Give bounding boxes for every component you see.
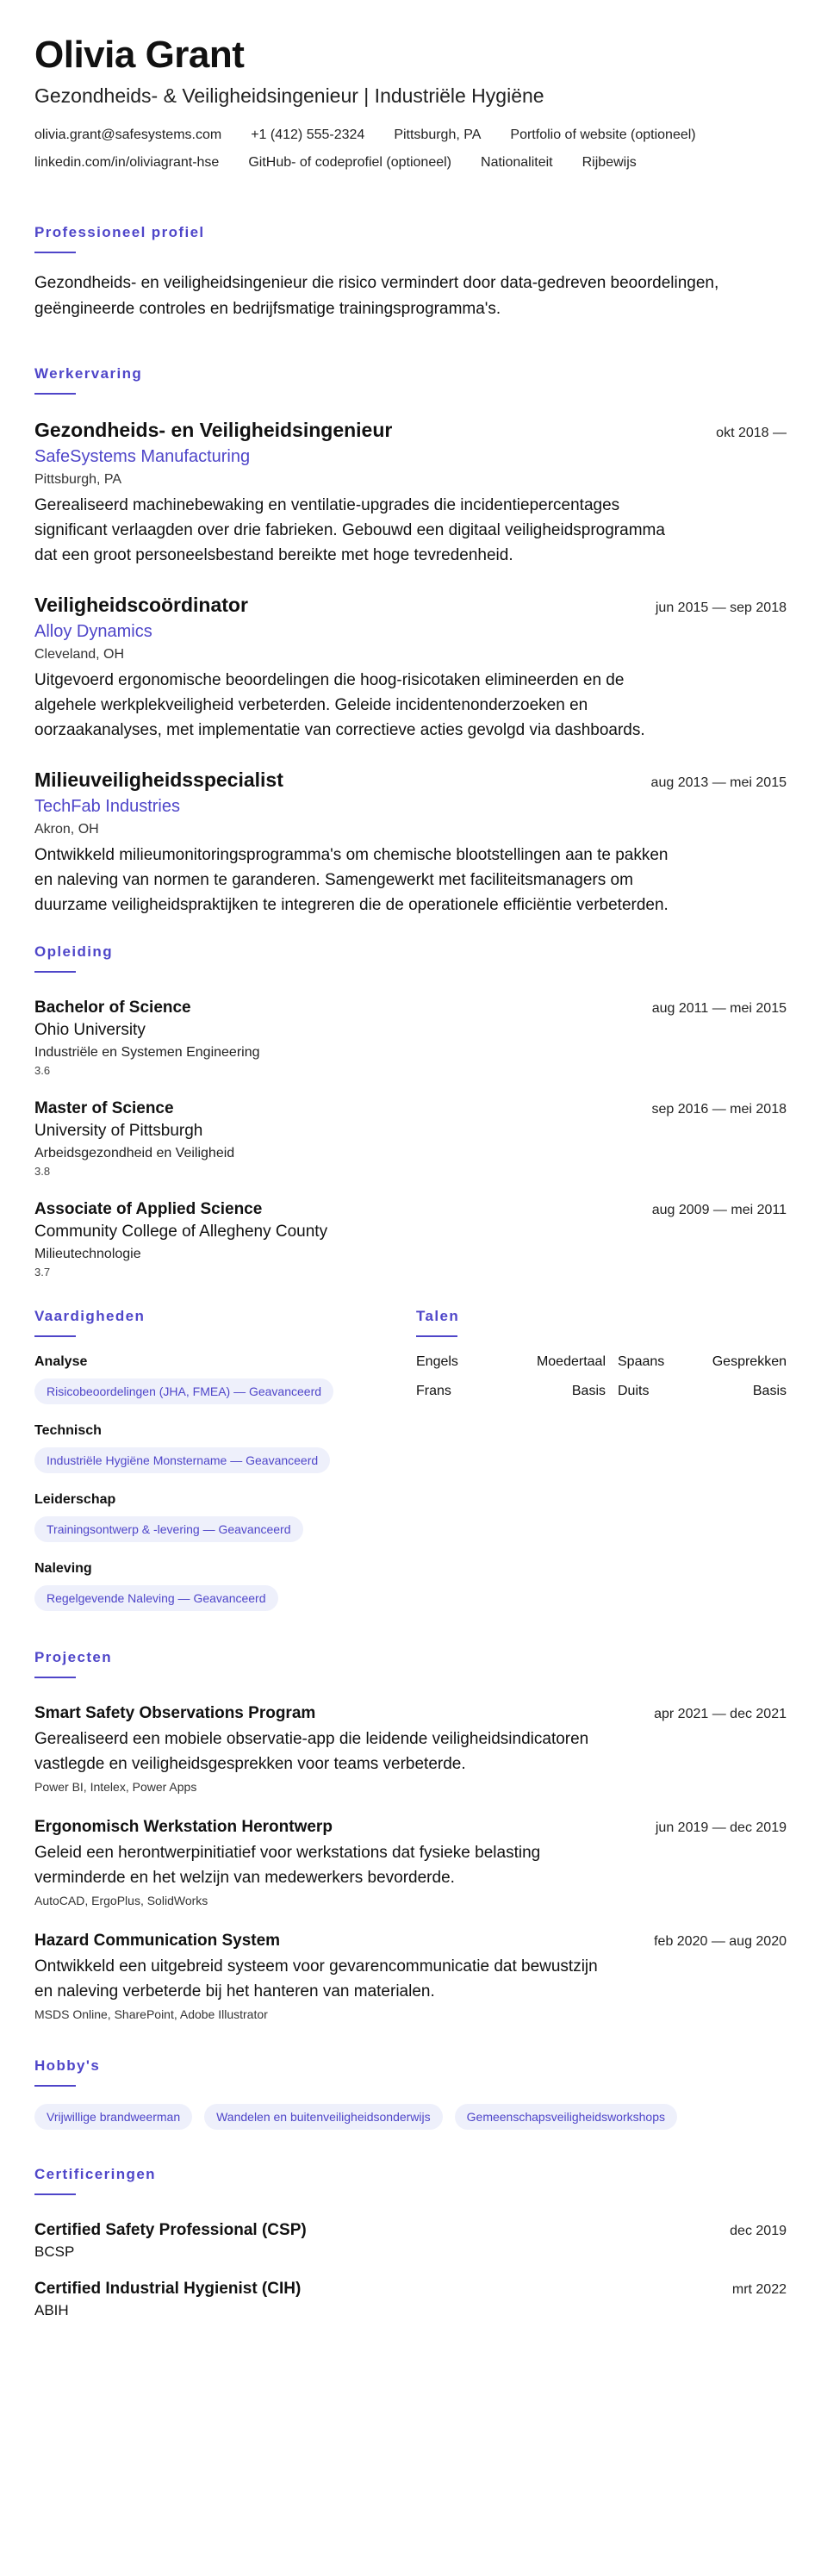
skills-languages-section xyxy=(34,1308,787,1630)
skill-chip: Risicobeoordelingen (JHA, FMEA) — Geavanceerd xyxy=(34,1378,333,1404)
section-title: Werkervaring xyxy=(34,365,143,382)
language-level: Gesprekken xyxy=(712,1354,787,1369)
skill-category: Leiderschap xyxy=(34,1492,116,1507)
skill-group xyxy=(34,1354,416,1404)
language-level: Basis xyxy=(752,1384,787,1398)
education-date: aug 2011 — mei 2015 xyxy=(651,1001,787,1016)
profile-section xyxy=(34,224,787,322)
section-title: Projecten xyxy=(34,1649,113,1665)
certification-date: dec 2019 xyxy=(730,2224,787,2238)
section-title: Vaardigheden xyxy=(34,1308,146,1324)
skill-group xyxy=(34,1423,416,1473)
skill-chip: Regelgevende Naleving — Geavanceerd xyxy=(34,1585,278,1611)
section-title: Talen xyxy=(416,1308,460,1324)
section-title: Opleiding xyxy=(34,943,113,960)
school-name: Ohio University xyxy=(34,1021,146,1039)
certifications-section xyxy=(34,2166,787,2319)
language-level: Basis xyxy=(571,1384,606,1398)
project-title: Smart Safety Observations Program xyxy=(34,1704,316,1722)
degree: Bachelor of Science xyxy=(34,999,191,1017)
education-date: aug 2009 — mei 2011 xyxy=(651,1203,787,1217)
certification-issuer: ABIH xyxy=(34,2302,69,2318)
certification-issuer: BCSP xyxy=(34,2243,75,2260)
skill-chip: Industriële Hygiëne Monstername — Geavanceerd xyxy=(34,1447,330,1473)
company-name: SafeSystems Manufacturing xyxy=(34,447,251,466)
hobby-chip: Wandelen en buitenveiligheidsonderwijs xyxy=(204,2104,443,2130)
job-location: Cleveland, OH xyxy=(34,647,125,662)
skill-category: Analyse xyxy=(34,1354,88,1369)
degree: Master of Science xyxy=(34,1099,174,1117)
education-entry xyxy=(34,1099,787,1178)
education-section xyxy=(34,943,787,1279)
hobbies-section xyxy=(34,2057,787,2130)
resume-header xyxy=(34,33,787,171)
project-entry xyxy=(34,1704,787,1794)
gpa: 3.8 xyxy=(34,1165,51,1178)
section-title: Hobby's xyxy=(34,2057,101,2074)
project-date: jun 2019 — dec 2019 xyxy=(655,1820,787,1835)
field-of-study: Milieutechnologie xyxy=(34,1247,141,1261)
project-description: Geleid een herontwerpinitiatief voor werkstations dat fysieke belasting verminderde en het welzijn van medewerkers bevorderde. xyxy=(34,1844,541,1887)
project-entry xyxy=(34,1932,787,2021)
job-date: aug 2013 — mei 2015 xyxy=(650,775,787,790)
project-tools: AutoCAD, ErgoPlus, SolidWorks xyxy=(34,1894,208,1907)
job-summary: Ontwikkeld milieumonitoringsprogramma's om chemische blootstellingen aan te pakken en naleving van normen te garanderen. Samengewerkt met faciliteitsmanagers om duurzame veiligheidspraktijken te integreren die de operationele efficiëntie verbeterden. xyxy=(34,846,669,914)
company-name: Alloy Dynamics xyxy=(34,622,152,641)
skill-group xyxy=(34,1492,416,1542)
job-title: Milieuveiligheidsspecialist xyxy=(34,768,283,791)
hobby-list xyxy=(34,2104,787,2130)
skill-group xyxy=(34,1561,416,1611)
project-tools: Power BI, Intelex, Power Apps xyxy=(34,1780,197,1794)
email-link[interactable]: olivia.grant@safesystems.com xyxy=(34,128,222,142)
phone-link[interactable]: +1 (412) 555-2324 xyxy=(251,128,365,142)
project-title: Ergonomisch Werkstation Herontwerp xyxy=(34,1818,333,1836)
skill-category: Naleving xyxy=(34,1561,92,1576)
job-entry xyxy=(34,768,787,918)
certification-name: Certified Safety Professional (CSP) xyxy=(34,2221,307,2239)
drivers-license-text: Rijbewijs xyxy=(582,155,637,170)
github-link[interactable]: GitHub- of codeprofiel (optioneel) xyxy=(248,155,452,170)
linkedin-link[interactable]: linkedin.com/in/oliviagrant-hse xyxy=(34,155,220,170)
section-divider xyxy=(416,1335,457,1337)
job-summary: Uitgevoerd ergonomische beoordelingen die hoog-risicotaken elimineerden en de algehele werkplekveiligheid verbeterden. Geleide incidentenonderzoeken en oorzaakanalyses, met implementatie van correctieve acties gevolgd via dashboards. xyxy=(34,671,645,739)
experience-section xyxy=(34,365,787,918)
person-name: Olivia Grant xyxy=(34,34,245,76)
section-divider xyxy=(34,971,76,973)
language-level: Moedertaal xyxy=(536,1354,606,1369)
profile-text: Gezondheids- en veiligheidsingenieur die risico vermindert door data-gedreven beoordelingen, geëngineerde controles en bedrijfsmatige trainingsprogramma's. xyxy=(34,274,719,318)
section-divider xyxy=(34,1677,76,1678)
contact-list xyxy=(34,128,810,171)
job-entry xyxy=(34,594,787,743)
language-name: Duits xyxy=(618,1384,650,1398)
languages-column xyxy=(416,1308,787,1630)
job-date: okt 2018 — xyxy=(716,426,787,440)
skill-category: Technisch xyxy=(34,1423,102,1438)
nationality-text: Nationaliteit xyxy=(481,155,553,170)
project-title: Hazard Communication System xyxy=(34,1932,281,1950)
education-entry xyxy=(34,1200,787,1279)
language-name: Spaans xyxy=(618,1354,665,1369)
project-entry xyxy=(34,1818,787,1907)
language-name: Engels xyxy=(416,1354,458,1369)
job-title: Gezondheids- en Veiligheidsingenieur xyxy=(34,419,393,441)
certification-date: mrt 2022 xyxy=(731,2282,787,2297)
section-title: Certificeringen xyxy=(34,2166,156,2182)
job-summary: Gerealiseerd machinebewaking en ventilatie-upgrades die incidentiepercentages significant verlaagden over drie fabrieken. Gebouwd een digitaal veiligheidsprogramma dat een groot personeelsbestand bereikte met hoge tevredenheid. xyxy=(34,496,665,564)
section-divider xyxy=(34,393,76,395)
project-tools: MSDS Online, SharePoint, Adobe Illustrator xyxy=(34,2007,268,2021)
job-location: Pittsburgh, PA xyxy=(34,472,122,487)
job-entry xyxy=(34,419,787,568)
gpa: 3.6 xyxy=(34,1064,51,1077)
portfolio-link[interactable]: Portfolio of website (optioneel) xyxy=(510,128,696,142)
school-name: Community College of Allegheny County xyxy=(34,1223,328,1241)
project-date: feb 2020 — aug 2020 xyxy=(654,1934,787,1949)
project-date: apr 2021 — dec 2021 xyxy=(654,1707,787,1721)
project-description: Ontwikkeld een uitgebreid systeem voor gevarencommunicatie dat bewustzijn en naleving verbeterde bij het hanteren van materialen. xyxy=(34,1957,598,2000)
language-name: Frans xyxy=(416,1384,451,1398)
education-date: sep 2016 — mei 2018 xyxy=(651,1102,787,1117)
company-name: TechFab Industries xyxy=(34,797,180,816)
location-text: Pittsburgh, PA xyxy=(394,128,482,142)
projects-section xyxy=(34,1649,787,2021)
skill-chip: Trainingsontwerp & -levering — Geavanceerd xyxy=(34,1516,303,1542)
headline: Gezondheids- & Veiligheidsingenieur | Industriële Hygiëne xyxy=(34,84,544,107)
job-date: jun 2015 — sep 2018 xyxy=(655,600,787,615)
job-location: Akron, OH xyxy=(34,822,99,837)
field-of-study: Arbeidsgezondheid en Veiligheid xyxy=(34,1146,235,1160)
certification-name: Certified Industrial Hygienist (CIH) xyxy=(34,2280,302,2298)
gpa: 3.7 xyxy=(34,1266,51,1279)
section-divider xyxy=(34,2085,76,2087)
section-divider xyxy=(34,252,76,253)
degree: Associate of Applied Science xyxy=(34,1200,263,1218)
field-of-study: Industriële en Systemen Engineering xyxy=(34,1045,260,1060)
job-title: Veiligheidscoördinator xyxy=(34,594,248,616)
education-entry xyxy=(34,999,787,1077)
section-divider xyxy=(34,2193,76,2195)
project-description: Gerealiseerd een mobiele observatie-app die leidende veiligheidsindicatoren vastlegde en veiligheidsgesprekken voor teams verbeterde. xyxy=(34,1730,589,1773)
certification-entry xyxy=(34,2280,787,2319)
school-name: University of Pittsburgh xyxy=(34,1122,203,1140)
certification-entry xyxy=(34,2221,787,2261)
section-divider xyxy=(34,1335,76,1337)
skills-column xyxy=(34,1308,416,1630)
language-list xyxy=(416,1354,787,1399)
hobby-chip: Vrijwillige brandweerman xyxy=(34,2104,192,2130)
hobby-chip: Gemeenschapsveiligheidsworkshops xyxy=(455,2104,677,2130)
section-title: Professioneel profiel xyxy=(34,224,205,240)
